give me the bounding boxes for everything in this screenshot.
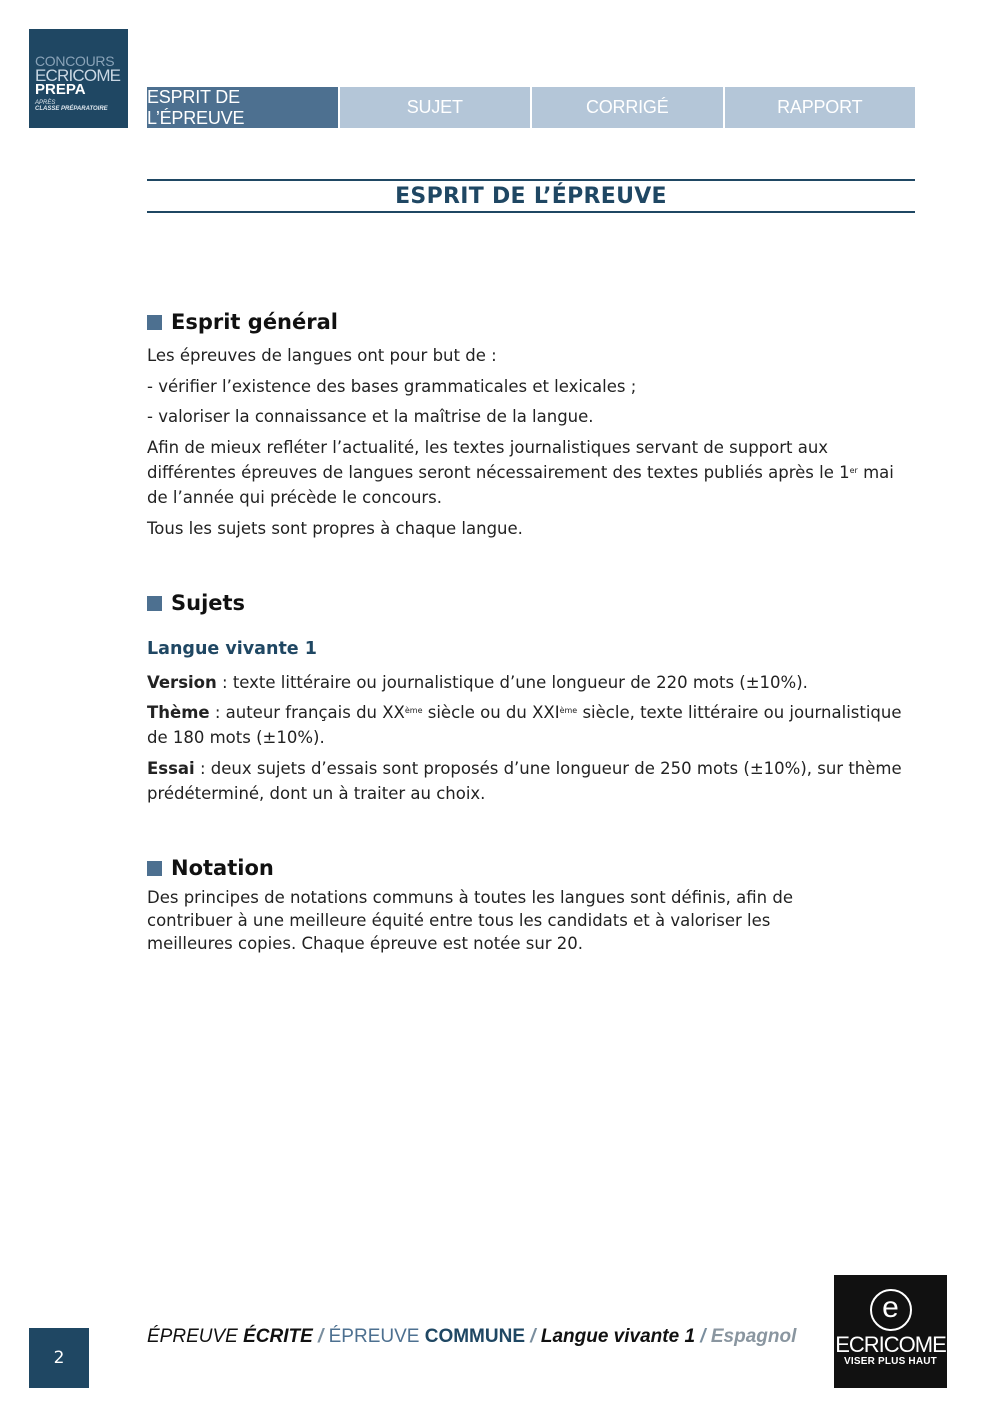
ecricome-prepa-logo: [29, 29, 128, 128]
paragraph-version: Version : texte littéraire ou journalistique d’une longueur de 220 mots (±10%).: [147, 673, 808, 692]
heading-text: Sujets: [171, 591, 246, 615]
tab-corrige[interactable]: CORRIGÉ: [532, 87, 723, 128]
square-bullet-icon: [147, 596, 162, 611]
paragraph: - vérifier l’existence des bases grammaticales et lexicales ;: [147, 377, 637, 396]
square-bullet-icon: [147, 861, 162, 876]
page-title: ESPRIT DE L’ÉPREUVE: [147, 179, 915, 213]
paragraph-actualite: Afin de mieux refléter l’actualité, les textes journalistiques servant de support aux différentes épreuves de langues seront nécessairement des textes publiés après le 1er mai de l’année qui précède le concours.: [147, 438, 894, 507]
logo-line-concours: CONCOURS: [35, 53, 115, 69]
ecricome-logo: [834, 1275, 947, 1388]
logo-line-ecricome: ECRICOME: [35, 66, 121, 85]
section-heading-general: [147, 308, 917, 336]
section-tabs: [147, 87, 915, 128]
logo-line-classe: CLASSE PRÉPARATOIRE: [35, 106, 108, 112]
paragraph: - valoriser la connaissance et la maîtrise de la langue.: [147, 407, 594, 426]
page-number: 2: [29, 1328, 89, 1388]
heading-text: Notation: [171, 856, 274, 880]
tab-esprit[interactable]: ESPRIT DE L’ÉPREUVE: [147, 87, 338, 128]
tab-rapport[interactable]: RAPPORT: [725, 87, 916, 128]
paragraph-essai: Essai : deux sujets d’essais sont proposés d’une longueur de 250 mots (±10%), sur thème prédéterminé, dont un à traiter au choix.: [147, 759, 902, 803]
logo-line-apres: APRÈS: [35, 100, 56, 106]
logo-name: ECRICOME: [835, 1332, 946, 1357]
main-content: [147, 308, 917, 955]
logo-line-prepa: PREPA: [35, 81, 86, 98]
paragraph: Les épreuves de langues ont pour but de :: [147, 346, 497, 365]
paragraph: Tous les sujets sont propres à chaque langue.: [147, 519, 523, 538]
heading-text: Esprit général: [171, 310, 338, 334]
ecricome-e-icon: e: [870, 1289, 912, 1331]
section-heading-notation: [147, 854, 917, 882]
square-bullet-icon: [147, 315, 162, 330]
logo-tagline: VISER PLUS HAUT: [843, 1356, 937, 1367]
paragraph-notation: Des principes de notations communs à toutes les langues sont définis, afin de contribuer à une meilleure équité entre tous les candidats et à valoriser les meilleures copies. Chaque épreuve est notée sur 20.: [147, 888, 793, 953]
subheading-langue-vivante: Langue vivante 1: [147, 639, 317, 659]
paragraph-theme: Thème : auteur français du XXème siècle ou du XXIème siècle, texte littéraire ou journalistique de 180 mots (±10%).: [147, 703, 902, 747]
footer-breadcrumb: ÉPREUVE ÉCRITE / ÉPREUVE COMMUNE / Langue vivante 1 / Espagnol: [147, 1326, 797, 1347]
section-heading-sujets: [147, 589, 917, 617]
tab-sujet[interactable]: SUJET: [340, 87, 531, 128]
